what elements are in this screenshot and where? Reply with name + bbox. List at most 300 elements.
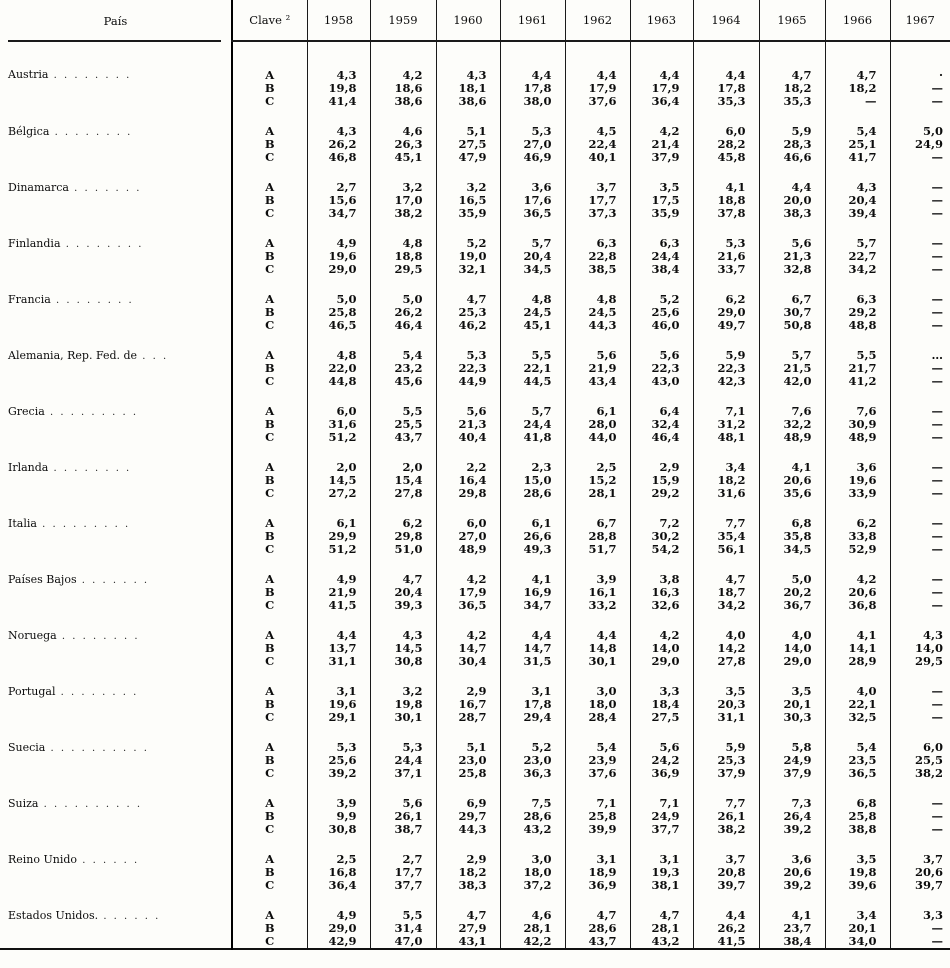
value-cell: 34,5: [759, 543, 825, 556]
value-cell: 32,8: [759, 263, 825, 276]
value-cell: —: [890, 151, 950, 164]
value-cell: 37,2: [500, 879, 565, 892]
value-cell: 38,3: [436, 879, 500, 892]
value-cell: 3,1: [307, 668, 370, 698]
value-cell: 30,7: [759, 306, 825, 319]
clave-cell: C: [232, 263, 307, 276]
value-cell: 3,4: [693, 444, 759, 474]
dot-leader: . . . . . .: [98, 911, 161, 922]
value-cell: 14,7: [436, 642, 500, 655]
value-cell: 51,2: [307, 431, 370, 444]
clave-cell: B: [232, 250, 307, 263]
value-cell: 22,1: [825, 698, 890, 711]
clave-cell: A: [232, 388, 307, 418]
value-cell: 25,8: [436, 767, 500, 780]
value-cell: 30,1: [565, 655, 630, 668]
value-cell: 36,3: [500, 767, 565, 780]
value-cell: 7,6: [759, 388, 825, 418]
value-cell: 22,0: [307, 362, 370, 375]
value-cell: 36,7: [759, 599, 825, 612]
value-cell: 6,1: [307, 500, 370, 530]
value-cell: 30,8: [370, 655, 436, 668]
value-cell: 46,4: [370, 319, 436, 332]
country-name: Estados Unidos.: [8, 909, 99, 922]
value-cell: 44,9: [436, 375, 500, 388]
value-cell: 44,3: [436, 823, 500, 836]
clave-cell: A: [232, 276, 307, 306]
value-cell: 16,7: [436, 698, 500, 711]
value-cell: 5,3: [500, 108, 565, 138]
value-cell: 46,6: [759, 151, 825, 164]
table-row: [0, 444, 950, 474]
value-cell: 17,7: [370, 866, 436, 879]
value-cell: 7,1: [565, 780, 630, 810]
value-cell: 5,5: [370, 388, 436, 418]
value-cell: 5,8: [759, 724, 825, 754]
value-cell: 18,0: [500, 866, 565, 879]
dot-leader: . . . . . . . .: [60, 239, 144, 250]
value-cell: 3,7: [565, 164, 630, 194]
value-cell: 19,8: [370, 698, 436, 711]
value-cell: 43,0: [630, 375, 693, 388]
header-row: [0, 0, 950, 41]
country-label: [0, 836, 232, 892]
value-cell: 28,8: [565, 530, 630, 543]
table-row: [0, 892, 950, 922]
value-cell: 42,9: [307, 935, 370, 949]
value-cell: 25,6: [630, 306, 693, 319]
value-cell: 33,8: [825, 530, 890, 543]
value-cell: 27,8: [693, 655, 759, 668]
value-cell: 3,6: [825, 444, 890, 474]
value-cell: 6,1: [500, 500, 565, 530]
value-cell: 19,0: [436, 250, 500, 263]
clave-cell: C: [232, 95, 307, 108]
col-header-1962: 1962: [565, 0, 630, 41]
value-cell: 35,6: [759, 487, 825, 500]
table-body: [0, 41, 950, 949]
value-cell: 21,6: [693, 250, 759, 263]
value-cell: 4,7: [436, 276, 500, 306]
value-cell: 16,4: [436, 474, 500, 487]
value-cell: —: [890, 306, 950, 319]
value-cell: —: [890, 823, 950, 836]
value-cell: 43,2: [630, 935, 693, 949]
table-row: [0, 332, 950, 362]
clave-cell: C: [232, 879, 307, 892]
value-cell: 20,6: [825, 586, 890, 599]
table-row: [0, 276, 950, 306]
clave-cell: B: [232, 306, 307, 319]
value-cell: 23,2: [370, 362, 436, 375]
value-cell: 4,3: [307, 108, 370, 138]
value-cell: 38,3: [759, 207, 825, 220]
country-name: Grecia: [8, 405, 45, 418]
clave-cell: A: [232, 780, 307, 810]
value-cell: —: [890, 418, 950, 431]
value-cell: —: [890, 207, 950, 220]
value-cell: 13,7: [307, 642, 370, 655]
dot-leader: . . . . . . .: [76, 575, 150, 586]
value-cell: 7,5: [500, 780, 565, 810]
clave-cell: C: [232, 151, 307, 164]
col-header-1966: 1966: [825, 0, 890, 41]
value-cell: 25,3: [693, 754, 759, 767]
value-cell: 29,5: [890, 655, 950, 668]
value-cell: 30,4: [436, 655, 500, 668]
value-cell: 3,3: [630, 668, 693, 698]
value-cell: 2,3: [500, 444, 565, 474]
col-header-clave: Clave ²: [232, 0, 307, 41]
value-cell: 23,7: [759, 922, 825, 935]
value-cell: 39,4: [825, 207, 890, 220]
value-cell: 45,1: [500, 319, 565, 332]
dot-leader: . . . . . . . .: [56, 631, 140, 642]
clave-cell: A: [232, 164, 307, 194]
value-cell: 26,2: [693, 922, 759, 935]
clave-cell: C: [232, 655, 307, 668]
value-cell: 4,2: [436, 556, 500, 586]
value-cell: 26,3: [370, 138, 436, 151]
value-cell: 7,6: [825, 388, 890, 418]
clave-cell: B: [232, 586, 307, 599]
value-cell: 5,2: [436, 220, 500, 250]
value-cell: 19,6: [307, 250, 370, 263]
value-cell: 3,4: [825, 892, 890, 922]
value-cell: 14,2: [693, 642, 759, 655]
value-cell: 18,6: [370, 82, 436, 95]
value-cell: 2,7: [370, 836, 436, 866]
value-cell: 51,2: [307, 543, 370, 556]
col-header-1964: 1964: [693, 0, 759, 41]
value-cell: 3,1: [500, 668, 565, 698]
value-cell: 37,9: [759, 767, 825, 780]
value-cell: 20,1: [759, 698, 825, 711]
value-cell: 20,6: [890, 866, 950, 879]
value-cell: 24,9: [890, 138, 950, 151]
dot-leader: . . . . . . . . . .: [45, 743, 149, 754]
value-cell: 17,9: [436, 586, 500, 599]
value-cell: 52,9: [825, 543, 890, 556]
value-cell: 28,4: [565, 711, 630, 724]
value-cell: 23,9: [565, 754, 630, 767]
value-cell: 22,8: [565, 250, 630, 263]
value-cell: 30,2: [630, 530, 693, 543]
value-cell: 28,3: [759, 138, 825, 151]
value-cell: 22,1: [500, 362, 565, 375]
value-cell: 17,8: [500, 698, 565, 711]
value-cell: 27,8: [370, 487, 436, 500]
value-cell: 2,2: [436, 444, 500, 474]
value-cell: 24,9: [759, 754, 825, 767]
value-cell: 4,7: [565, 892, 630, 922]
value-cell: 46,2: [436, 319, 500, 332]
value-cell: 29,9: [307, 530, 370, 543]
value-cell: —: [890, 263, 950, 276]
clave-cell: C: [232, 823, 307, 836]
country-name: Países Bajos: [8, 573, 77, 586]
value-cell: 27,0: [500, 138, 565, 151]
value-cell: 38,8: [825, 823, 890, 836]
value-cell: 21,9: [307, 586, 370, 599]
value-cell: 29,0: [307, 922, 370, 935]
value-cell: 18,2: [759, 82, 825, 95]
value-cell: 30,9: [825, 418, 890, 431]
value-cell: 32,4: [630, 418, 693, 431]
value-cell: 4,2: [825, 556, 890, 586]
value-cell: 46,5: [307, 319, 370, 332]
value-cell: 27,5: [630, 711, 693, 724]
value-cell: 3,6: [500, 164, 565, 194]
value-cell: 3,3: [890, 892, 950, 922]
value-cell: 4,9: [307, 556, 370, 586]
value-cell: 28,9: [825, 655, 890, 668]
value-cell: 36,9: [565, 879, 630, 892]
dot-leader: . . . . . . .: [68, 183, 142, 194]
country-label: [0, 556, 232, 612]
value-cell: 3,0: [500, 836, 565, 866]
clave-cell: A: [232, 556, 307, 586]
value-cell: 19,6: [307, 698, 370, 711]
value-cell: 4,1: [759, 892, 825, 922]
value-cell: 20,2: [759, 586, 825, 599]
value-cell: 5,7: [500, 220, 565, 250]
value-cell: 27,5: [436, 138, 500, 151]
clave-cell: A: [232, 444, 307, 474]
value-cell: 42,3: [693, 375, 759, 388]
value-cell: 27,2: [307, 487, 370, 500]
dot-leader: . . . . . . . .: [48, 463, 132, 474]
table-row: [0, 108, 950, 138]
value-cell: 46,9: [500, 151, 565, 164]
value-cell: —: [890, 543, 950, 556]
value-cell: 5,4: [825, 108, 890, 138]
value-cell: —: [825, 95, 890, 108]
value-cell: 4,3: [436, 41, 500, 82]
value-cell: 38,6: [436, 95, 500, 108]
value-cell: 7,7: [693, 500, 759, 530]
value-cell: 15,0: [500, 474, 565, 487]
value-cell: 32,6: [630, 599, 693, 612]
value-cell: 44,3: [565, 319, 630, 332]
value-cell: ·: [890, 41, 950, 82]
value-cell: 4,8: [565, 276, 630, 306]
value-cell: 4,3: [825, 164, 890, 194]
value-cell: 18,0: [565, 698, 630, 711]
value-cell: 5,7: [759, 332, 825, 362]
value-cell: —: [890, 474, 950, 487]
value-cell: 37,8: [693, 207, 759, 220]
value-cell: 4,7: [370, 556, 436, 586]
value-cell: 3,9: [307, 780, 370, 810]
value-cell: 29,4: [500, 711, 565, 724]
value-cell: 5,5: [500, 332, 565, 362]
value-cell: 38,6: [370, 95, 436, 108]
value-cell: 25,5: [890, 754, 950, 767]
country-label: [0, 108, 232, 164]
value-cell: 54,2: [630, 543, 693, 556]
value-cell: 6,0: [890, 724, 950, 754]
value-cell: 4,4: [565, 41, 630, 82]
value-cell: 29,2: [630, 487, 693, 500]
value-cell: 36,5: [436, 599, 500, 612]
value-cell: 16,5: [436, 194, 500, 207]
value-cell: 5,9: [693, 332, 759, 362]
value-cell: 39,7: [890, 879, 950, 892]
value-cell: 37,1: [370, 767, 436, 780]
value-cell: 5,9: [759, 108, 825, 138]
value-cell: 27,9: [436, 922, 500, 935]
value-cell: 4,9: [307, 892, 370, 922]
country-label: [0, 388, 232, 444]
value-cell: 25,8: [825, 810, 890, 823]
value-cell: 22,3: [630, 362, 693, 375]
value-cell: 31,2: [693, 418, 759, 431]
value-cell: 3,8: [630, 556, 693, 586]
value-cell: 4,1: [759, 444, 825, 474]
value-cell: 7,7: [693, 780, 759, 810]
value-cell: 28,7: [436, 711, 500, 724]
value-cell: 4,1: [825, 612, 890, 642]
value-cell: —: [890, 711, 950, 724]
value-cell: 42,0: [759, 375, 825, 388]
value-cell: 3,1: [565, 836, 630, 866]
value-cell: 45,6: [370, 375, 436, 388]
clave-cell: C: [232, 375, 307, 388]
value-cell: 5,6: [630, 724, 693, 754]
value-cell: 26,2: [307, 138, 370, 151]
value-cell: 37,7: [630, 823, 693, 836]
value-cell: 5,6: [759, 220, 825, 250]
value-cell: 4,2: [436, 612, 500, 642]
value-cell: 24,9: [630, 810, 693, 823]
value-cell: 14,5: [307, 474, 370, 487]
col-header-1963: 1963: [630, 0, 693, 41]
value-cell: 3,2: [436, 164, 500, 194]
country-label: [0, 724, 232, 780]
value-cell: 25,5: [370, 418, 436, 431]
country-label: [0, 332, 232, 388]
value-cell: 39,6: [825, 879, 890, 892]
value-cell: 40,4: [436, 431, 500, 444]
value-cell: 40,1: [565, 151, 630, 164]
value-cell: 38,2: [693, 823, 759, 836]
table-row: [0, 164, 950, 194]
country-label: [0, 668, 232, 724]
value-cell: 46,8: [307, 151, 370, 164]
value-cell: 4,4: [500, 612, 565, 642]
value-cell: 5,3: [307, 724, 370, 754]
value-cell: 22,3: [436, 362, 500, 375]
value-cell: 7,3: [759, 780, 825, 810]
value-cell: 34,5: [500, 263, 565, 276]
value-cell: 41,7: [825, 151, 890, 164]
value-cell: 29,8: [436, 487, 500, 500]
dot-leader: . . .: [137, 351, 169, 362]
value-cell: 4,7: [436, 892, 500, 922]
value-cell: 39,2: [759, 823, 825, 836]
value-cell: 31,4: [370, 922, 436, 935]
value-cell: 26,6: [500, 530, 565, 543]
value-cell: 29,8: [370, 530, 436, 543]
value-cell: 18,1: [436, 82, 500, 95]
value-cell: 28,1: [630, 922, 693, 935]
value-cell: 49,3: [500, 543, 565, 556]
value-cell: 4,0: [825, 668, 890, 698]
value-cell: 26,4: [759, 810, 825, 823]
country-name: Austria: [8, 68, 49, 81]
value-cell: —: [890, 599, 950, 612]
value-cell: 5,0: [890, 108, 950, 138]
value-cell: 7,2: [630, 500, 693, 530]
value-cell: 14,0: [890, 642, 950, 655]
value-cell: 16,1: [565, 586, 630, 599]
value-cell: 5,7: [500, 388, 565, 418]
value-cell: 38,5: [565, 263, 630, 276]
value-cell: 4,6: [500, 892, 565, 922]
value-cell: 37,3: [565, 207, 630, 220]
value-cell: 4,3: [307, 41, 370, 82]
value-cell: —: [890, 431, 950, 444]
value-cell: 7,1: [693, 388, 759, 418]
value-cell: 39,2: [307, 767, 370, 780]
country-label: [0, 220, 232, 276]
value-cell: 41,4: [307, 95, 370, 108]
country-name: Irlanda: [8, 461, 49, 474]
value-cell: 21,3: [436, 418, 500, 431]
value-cell: 18,4: [630, 698, 693, 711]
value-cell: 39,9: [565, 823, 630, 836]
value-cell: 21,3: [759, 250, 825, 263]
value-cell: 38,4: [759, 935, 825, 949]
value-cell: 43,7: [370, 431, 436, 444]
country-name: Reino Unido: [8, 853, 78, 866]
value-cell: 48,9: [825, 431, 890, 444]
clave-cell: B: [232, 922, 307, 935]
value-cell: 17,8: [500, 82, 565, 95]
value-cell: 29,0: [307, 263, 370, 276]
value-cell: 5,5: [825, 332, 890, 362]
value-cell: 9,9: [307, 810, 370, 823]
value-cell: 16,3: [630, 586, 693, 599]
value-cell: 41,5: [693, 935, 759, 949]
value-cell: 30,3: [759, 711, 825, 724]
clave-cell: A: [232, 668, 307, 698]
value-cell: 6,9: [436, 780, 500, 810]
value-cell: 29,0: [693, 306, 759, 319]
value-cell: 4,7: [693, 556, 759, 586]
table-row: [0, 724, 950, 754]
value-cell: 4,9: [307, 220, 370, 250]
dot-leader: . . . . . . . . .: [44, 407, 139, 418]
clave-cell: B: [232, 530, 307, 543]
value-cell: 21,9: [565, 362, 630, 375]
value-cell: —: [890, 668, 950, 698]
value-cell: 39,2: [759, 879, 825, 892]
value-cell: 38,1: [630, 879, 693, 892]
value-cell: 48,8: [825, 319, 890, 332]
value-cell: 31,6: [307, 418, 370, 431]
value-cell: 20,0: [759, 194, 825, 207]
value-cell: 20,4: [500, 250, 565, 263]
value-cell: 35,9: [436, 207, 500, 220]
value-cell: 16,9: [500, 586, 565, 599]
value-cell: 31,1: [307, 655, 370, 668]
value-cell: —: [890, 780, 950, 810]
value-cell: 3,7: [890, 836, 950, 866]
value-cell: 4,8: [370, 220, 436, 250]
value-cell: 38,0: [500, 95, 565, 108]
